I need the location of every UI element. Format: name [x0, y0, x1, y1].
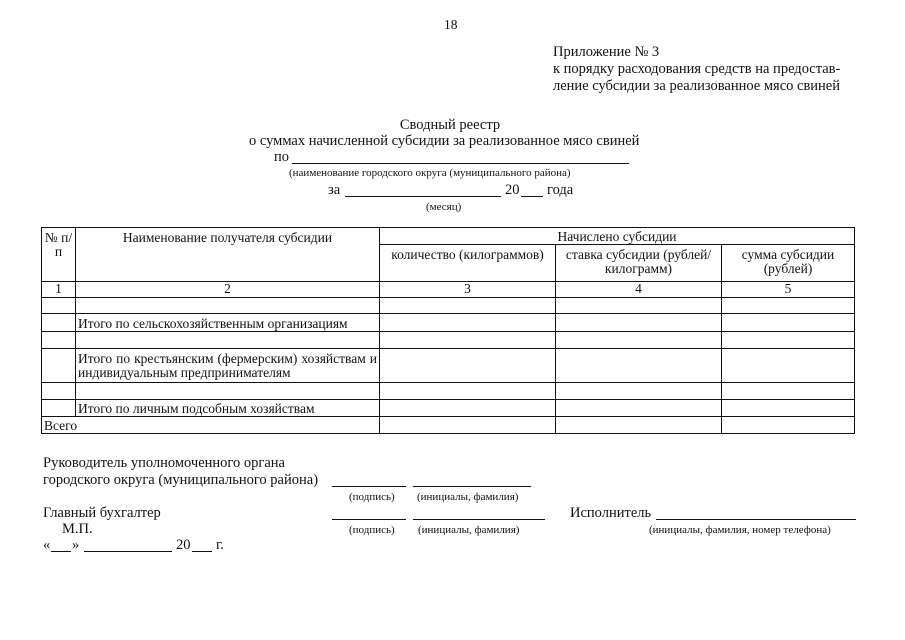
- chief-accountant-label: Главный бухгалтер: [43, 505, 161, 521]
- table-cell[interactable]: [380, 314, 556, 332]
- table-cell[interactable]: [556, 383, 722, 400]
- header-accrued: Начислено субсидии: [380, 228, 855, 245]
- stamp-label: М.П.: [62, 521, 93, 537]
- header-quantity: количество (килограммов): [380, 245, 556, 282]
- za-label: за: [328, 182, 341, 198]
- head-title-line-2: городского округа (муниципального района): [43, 472, 319, 488]
- register-table: [41, 227, 855, 434]
- table-cell[interactable]: [722, 298, 855, 314]
- table-cell[interactable]: [556, 400, 722, 417]
- table-cell[interactable]: [76, 383, 380, 400]
- index-cell: 5: [722, 282, 855, 298]
- year-blank[interactable]: [521, 196, 543, 197]
- table-row: [42, 332, 855, 349]
- executor-blank[interactable]: [656, 519, 856, 520]
- executor-label: Исполнитель: [570, 505, 652, 521]
- table-row: [42, 298, 855, 314]
- po-label: по: [274, 149, 290, 165]
- municipality-caption: (наименование городского округа (муниципального района): [289, 167, 571, 179]
- table-cell[interactable]: [722, 314, 855, 332]
- date-year-prefix: 20: [176, 537, 191, 553]
- month-caption: (месяц): [426, 201, 462, 213]
- table-cell[interactable]: [722, 349, 855, 383]
- table-cell[interactable]: [556, 417, 722, 434]
- year-suffix: года: [547, 182, 574, 198]
- table-row: [42, 314, 855, 332]
- table-cell[interactable]: [42, 400, 76, 417]
- year-prefix: 20: [505, 182, 520, 198]
- index-cell: 4: [556, 282, 722, 298]
- accountant-signature-caption: (подпись): [349, 524, 395, 536]
- header-recipient: Наименование получателя субсидии: [76, 228, 380, 282]
- table-row: [42, 349, 855, 383]
- header-num: № п/п: [42, 228, 76, 282]
- table-cell[interactable]: [556, 298, 722, 314]
- head-initials-blank[interactable]: [413, 486, 531, 487]
- accountant-initials-caption: (инициалы, фамилия): [418, 524, 520, 536]
- executor-caption: (инициалы, фамилия, номер телефона): [649, 524, 831, 536]
- head-signature-caption: (подпись): [349, 491, 395, 503]
- table-cell[interactable]: [722, 332, 855, 349]
- header-rate: ставка субсидии (рублей/килограмм): [556, 245, 722, 282]
- accountant-initials-blank[interactable]: [413, 519, 545, 520]
- date-year-blank[interactable]: [192, 551, 212, 552]
- table-cell[interactable]: [42, 298, 76, 314]
- table-cell[interactable]: [76, 298, 380, 314]
- table-cell[interactable]: [42, 349, 76, 383]
- month-blank[interactable]: [345, 196, 501, 197]
- table-cell[interactable]: [42, 332, 76, 349]
- index-cell: 3: [380, 282, 556, 298]
- head-initials-caption: (инициалы, фамилия): [417, 491, 519, 503]
- table-cell[interactable]: [380, 332, 556, 349]
- table-cell[interactable]: [380, 349, 556, 383]
- table-cell[interactable]: [556, 349, 722, 383]
- head-signature-blank[interactable]: [332, 486, 406, 487]
- date-open-quote: «: [43, 537, 51, 553]
- table-cell[interactable]: [556, 314, 722, 332]
- table-cell[interactable]: [380, 383, 556, 400]
- municipality-blank[interactable]: [292, 163, 629, 164]
- appendix-line-2: ление субсидии за реализованное мясо свиней: [553, 78, 841, 94]
- table-cell[interactable]: [722, 417, 855, 434]
- head-title-line-1: Руководитель уполномоченного органа: [43, 455, 285, 471]
- table-cell[interactable]: [42, 314, 76, 332]
- date-close-quote: »: [72, 537, 80, 553]
- table-cell[interactable]: [722, 383, 855, 400]
- table-cell[interactable]: [380, 417, 556, 434]
- table-cell[interactable]: [556, 332, 722, 349]
- month-date-blank[interactable]: [84, 551, 172, 552]
- total-agri-label: Итого по сельскохозяйственным организациям: [76, 314, 380, 332]
- accountant-signature-blank[interactable]: [332, 519, 406, 520]
- table-cell[interactable]: [722, 400, 855, 417]
- total-farm-label: Итого по крестьянским (фермерским) хозяйствам и индивидуальным предпринимателям: [76, 349, 380, 383]
- header-sum: сумма субсидии (рублей): [722, 245, 855, 282]
- index-cell: 1: [42, 282, 76, 298]
- total-personal-label: Итого по личным подсобным хозяйствам: [76, 400, 380, 417]
- index-row: [42, 282, 855, 298]
- grand-total-label: Всего: [42, 417, 380, 434]
- document-subtitle: о суммах начисленной субсидии за реализованное мясо свиней: [249, 133, 640, 149]
- table-cell[interactable]: [380, 298, 556, 314]
- table-cell[interactable]: [42, 383, 76, 400]
- table-cell[interactable]: [76, 332, 380, 349]
- appendix-title: Приложение № 3: [553, 44, 660, 60]
- appendix-line-1: к порядку расходования средств на предостав-: [553, 61, 841, 77]
- date-suffix: г.: [216, 537, 224, 553]
- table-row: [42, 383, 855, 400]
- table-row: [42, 400, 855, 417]
- document-title: Сводный реестр: [399, 117, 501, 133]
- day-blank[interactable]: [51, 551, 71, 552]
- index-cell: 2: [76, 282, 380, 298]
- page-number: 18: [444, 17, 458, 32]
- table-row: [42, 417, 855, 434]
- table-cell[interactable]: [380, 400, 556, 417]
